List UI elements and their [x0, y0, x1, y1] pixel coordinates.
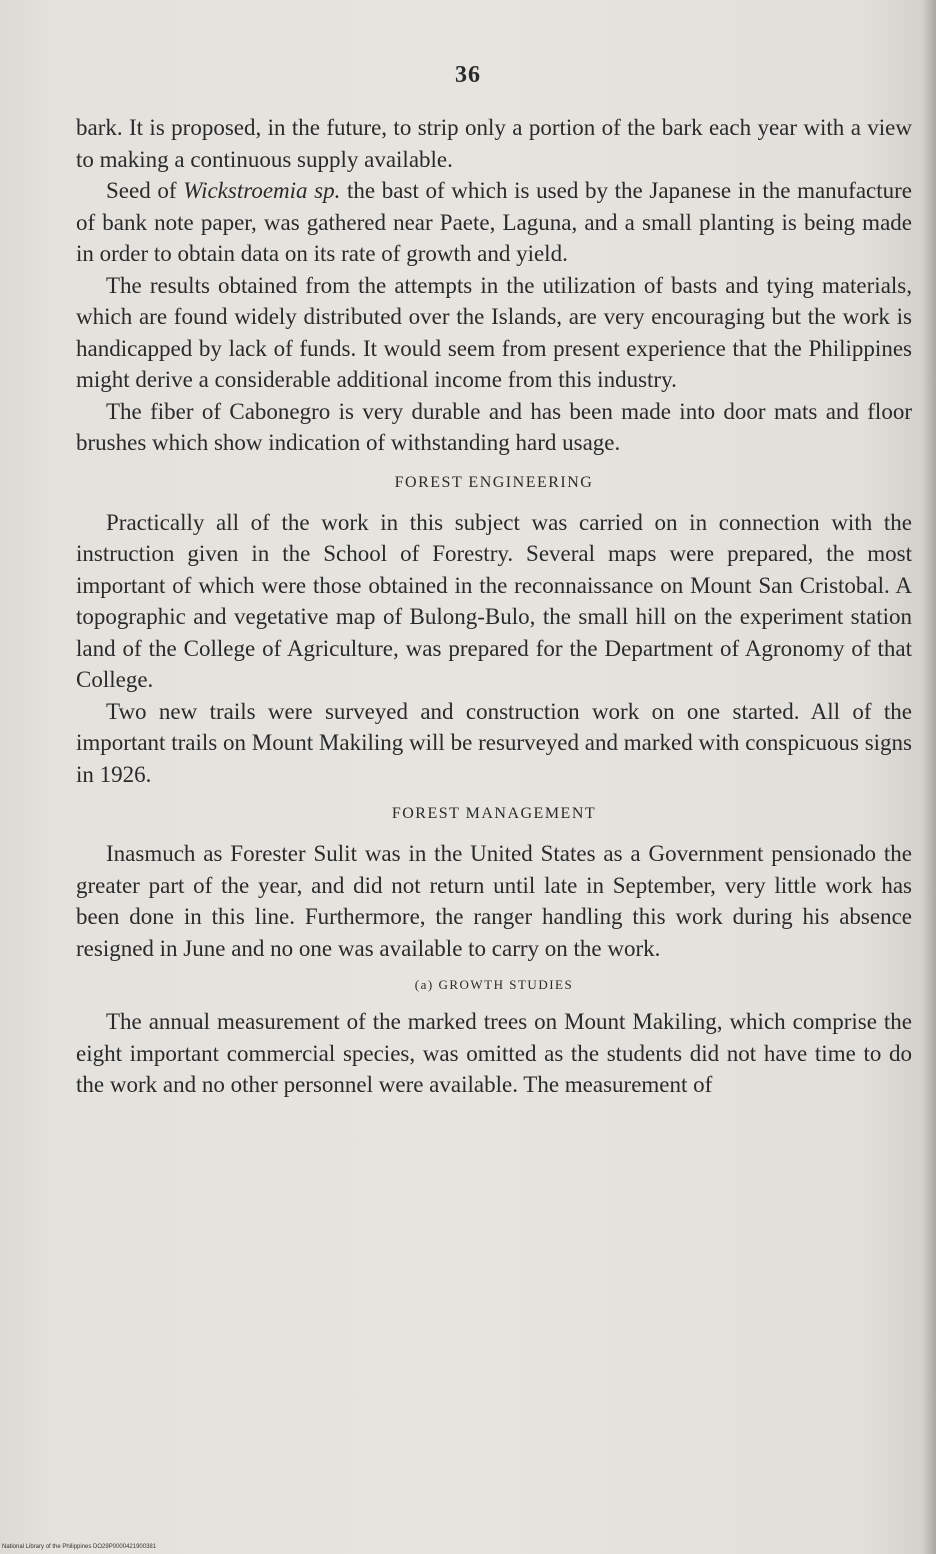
- page-edge-shadow: [922, 0, 936, 1554]
- section-heading-forest-management: FOREST MANAGEMENT: [391, 805, 597, 822]
- page-body: [76, 112, 912, 1101]
- subsection-title: GROWTH STUDIES: [438, 977, 574, 992]
- section-heading-forest-engineering: FOREST ENGINEERING: [394, 473, 594, 491]
- species-name: Wickstroemia sp.: [183, 178, 341, 203]
- paragraph-management: Inasmuch as Forester Sulit was in the United States as a Government pensionado the greater part of the year, and did not return until late in September, very little work has been done in this line. Furthermore, the ranger handling this work during his absence resigned in June and no one was available to carry on the work.: [76, 841, 912, 961]
- paragraph-cabonegro: The fiber of Cabonegro is very durable and has been made into door mats and floor brushes which show indication of withstanding hard usage.: [76, 398, 912, 455]
- subsection-heading-growth-studies: [76, 974, 912, 996]
- paragraph-wickstroemia-lead: Seed of: [106, 178, 184, 203]
- paragraph-wickstroemia: [76, 175, 912, 270]
- library-footer-stamp: National Library of the Philippines DO29P0000421900381: [2, 1544, 157, 1550]
- paragraph-engineering-work: Practically all of the work in this subject was carried on in connection with the instruction given in the School of Forestry. Several maps were prepared, the most important of which were those obtained in the reconnaissance on Mount San Cristobal. A topographic and vegetative map of Bulong-Bulo, the small hill on the experiment station land of the College of Agriculture, was prepared for the Department of Agronomy of that College.: [76, 509, 912, 692]
- paragraph-growth-measurement: The annual measurement of the marked trees on Mount Makiling, which comprise the eight important commercial species, was omitted as the students did not have time to do the work and no other personnel were available. The measurement of: [76, 1009, 912, 1097]
- paragraph-basts-results: The results obtained from the attempts in the utilization of basts and tying materials, which are found widely distributed over the Islands, are very encouraging but the work is handicapped by lack of funds. It would seem from present experience that the Philippines might derive a considerable additional income from this industry.: [76, 272, 912, 392]
- subsection-marker: (a): [414, 977, 434, 992]
- page-number: 36: [455, 62, 481, 88]
- paragraph-trails: Two new trails were surveyed and construction work on one started. All of the important trails on Mount Makiling will be resurveyed and marked with conspicuous signs in 1926.: [76, 698, 912, 787]
- paragraph-wickstroemia-rest: the bast of which is used by the Japanese in the manufacture of bank note paper, was gathered near Paete, Laguna, and a small planting is being made in order to obtain data on its rate of growth and yield.: [76, 178, 912, 266]
- paragraph-bark: bark. It is proposed, in the future, to strip only a portion of the bark each year with a view to making a continuous supply available.: [76, 115, 912, 172]
